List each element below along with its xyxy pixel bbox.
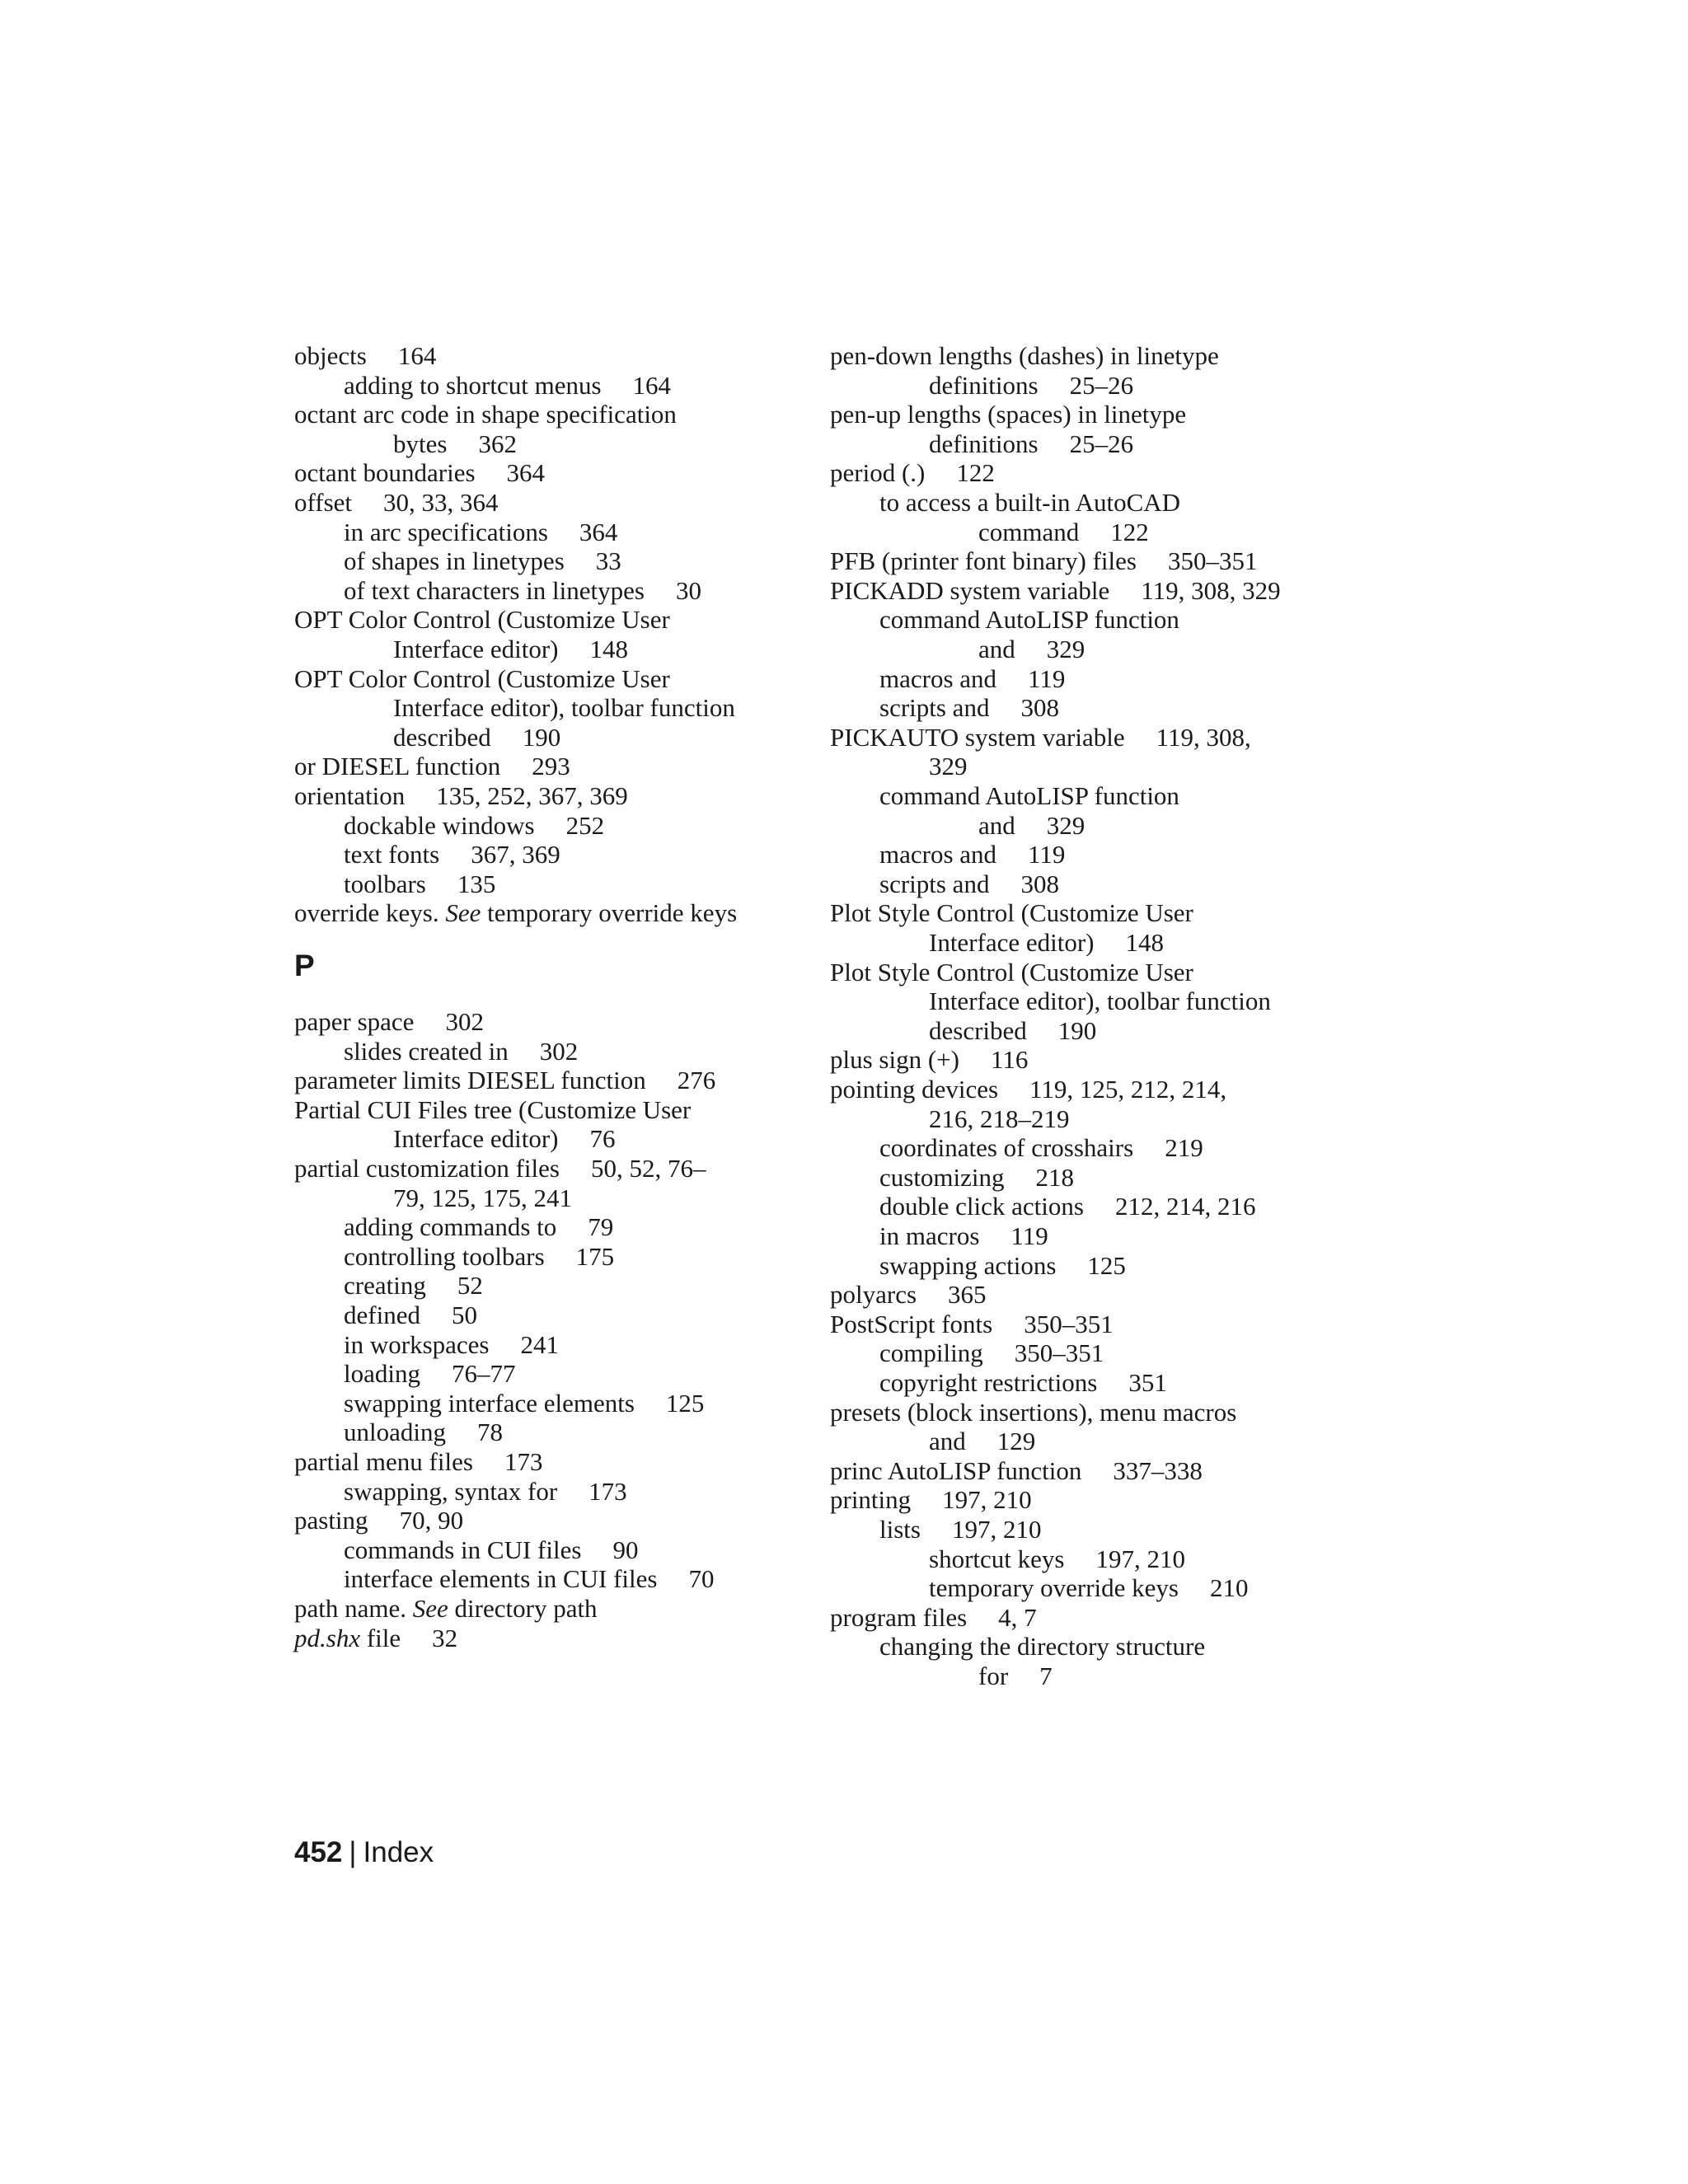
- entry-term: princ AutoLISP function: [830, 1455, 1082, 1485]
- entry-term: pen-up lengths (spaces) in linetype: [830, 400, 1187, 429]
- index-entry: [294, 664, 670, 694]
- index-entry: [294, 371, 671, 401]
- index-entry: [830, 928, 1164, 958]
- index-entry: [294, 546, 621, 576]
- entry-pages: 32: [432, 1623, 458, 1652]
- index-entry: [294, 1564, 714, 1594]
- entry-pages: 302: [445, 1007, 484, 1036]
- entry-term: orientation: [294, 781, 406, 810]
- entry-term: loading: [344, 1359, 420, 1389]
- index-entry: [830, 958, 1193, 987]
- entry-term: changing the directory structure: [879, 1632, 1206, 1661]
- entry-term: in macros: [879, 1221, 980, 1250]
- index-entry: [830, 1573, 1249, 1603]
- index-entry: [830, 1163, 1074, 1193]
- entry-pages: 364: [506, 458, 546, 488]
- index-entry: [830, 1133, 1203, 1163]
- entry-pages: 219: [1165, 1133, 1203, 1163]
- entry-term: commands in CUI files: [344, 1535, 582, 1564]
- entry-term: Interface editor): [393, 635, 559, 663]
- entry-pages: 302: [539, 1036, 579, 1066]
- index-entry: [830, 840, 1065, 869]
- entry-term: pen-down lengths (dashes) in linetype: [830, 341, 1219, 370]
- entry-pages: 119, 125, 212, 214,: [1029, 1075, 1227, 1104]
- entry-term: macros and: [879, 663, 997, 693]
- index-entry: [294, 1301, 477, 1330]
- index-entry: [294, 1389, 704, 1418]
- index-entry: [830, 341, 1219, 371]
- entry-term: 79, 125, 175, 241: [393, 1183, 572, 1212]
- entry-pages: 329: [1046, 810, 1085, 840]
- index-entry: [830, 1221, 1048, 1251]
- entry-pages: 119: [1010, 1221, 1048, 1250]
- entry-pages: 7: [1039, 1661, 1053, 1690]
- entry-pages: 164: [632, 370, 672, 400]
- entry-pages: 148: [1125, 928, 1165, 957]
- entry-term: Plot Style Control (Customize User: [830, 957, 1193, 987]
- index-entry: [830, 811, 1085, 841]
- entry-pages: 129: [996, 1427, 1036, 1456]
- entry-pages: 308: [1020, 693, 1059, 723]
- entry-term: Plot Style Control (Customize User: [830, 898, 1193, 928]
- index-entry: [294, 635, 628, 664]
- entry-term: dockable windows: [344, 810, 535, 840]
- entry-term: Interface editor), toolbar function: [929, 987, 1271, 1016]
- index-entry: [294, 576, 701, 606]
- entry-pages: 30: [675, 575, 701, 605]
- entry-pages: 190: [522, 722, 561, 752]
- index-entry: [294, 781, 628, 811]
- index-entry: [294, 1535, 638, 1565]
- entry-term: override keys.: [294, 898, 439, 928]
- entry-pages: 76: [589, 1124, 616, 1154]
- see-reference-label: See: [445, 898, 481, 928]
- entry-term: program files: [830, 1602, 968, 1632]
- entry-pages: 125: [665, 1388, 705, 1418]
- entry-term: swapping, syntax for: [344, 1476, 558, 1506]
- entry-term: plus sign (+): [830, 1045, 959, 1075]
- entry-pages: 364: [579, 517, 618, 546]
- entry-pages: 329: [1046, 635, 1085, 663]
- entry-pages: 52: [457, 1271, 483, 1301]
- index-entry: [294, 1594, 598, 1624]
- entry-term: 216, 218–219: [929, 1104, 1070, 1133]
- index-entry: [830, 1632, 1205, 1661]
- entry-term: lists: [879, 1515, 921, 1544]
- entry-term: pointing devices: [830, 1075, 999, 1104]
- entry-term: described: [929, 1015, 1027, 1045]
- entry-term: and: [978, 635, 1015, 663]
- index-entry: [830, 1280, 987, 1310]
- entry-term: described: [393, 722, 491, 752]
- entry-pages: 350–351: [1014, 1338, 1104, 1368]
- index-entry: [294, 1447, 542, 1477]
- entry-term: command AutoLISP function: [879, 605, 1179, 635]
- entry-pages: 119: [1028, 840, 1066, 869]
- entry-pages: 350–351: [1024, 1309, 1114, 1338]
- index-entry: [294, 693, 735, 723]
- entry-pages: 148: [589, 635, 629, 663]
- entry-pages: 135, 252, 367, 369: [436, 781, 628, 810]
- entry-term: octant arc code in shape specification: [294, 400, 677, 429]
- index-entry: [294, 1242, 614, 1272]
- index-entry: [830, 1104, 1070, 1134]
- entry-term: temporary override keys: [929, 1573, 1179, 1603]
- section-heading: P: [294, 949, 315, 982]
- entry-pages: 276: [677, 1066, 716, 1095]
- index-entry: [830, 1310, 1114, 1339]
- entry-term: pasting: [294, 1506, 368, 1535]
- entry-pages: 241: [520, 1329, 559, 1359]
- index-entry: [294, 1271, 483, 1301]
- index-entry: [830, 1251, 1126, 1281]
- entry-term: defined: [344, 1301, 420, 1329]
- see-reference-target: temporary override keys: [487, 898, 738, 928]
- index-entry: [294, 400, 677, 429]
- entry-term: compiling: [879, 1338, 983, 1368]
- index-entry: [294, 518, 617, 547]
- entry-term: to access a built-in AutoCAD: [879, 488, 1181, 517]
- index-entry: [830, 898, 1193, 928]
- entry-term: slides created in: [344, 1036, 509, 1066]
- index-entry: [294, 1506, 463, 1535]
- entry-term: controlling toolbars: [344, 1241, 545, 1271]
- entry-pages: 50: [451, 1301, 477, 1329]
- entry-pages: 350–351: [1167, 546, 1258, 576]
- entry-term: path name.: [294, 1594, 407, 1623]
- entry-pages: 119: [1028, 663, 1066, 693]
- entry-term: macros and: [879, 840, 997, 869]
- index-entry: [830, 371, 1133, 401]
- entry-term: unloading: [344, 1418, 446, 1447]
- index-entry: [294, 488, 499, 518]
- entry-term: Interface editor): [393, 1124, 559, 1154]
- entry-term: presets (block insertions), menu macros: [830, 1397, 1237, 1427]
- index-entry: [294, 429, 517, 459]
- entry-pages: 70: [688, 1564, 715, 1594]
- page-footer: [294, 1836, 434, 1869]
- index-entry: [830, 1544, 1185, 1574]
- entry-term: in arc specifications: [344, 517, 548, 546]
- entry-term: objects: [294, 341, 367, 370]
- entry-term: Interface editor), toolbar function: [393, 693, 735, 723]
- entry-pages: 362: [478, 429, 517, 458]
- entry-term: and: [978, 810, 1015, 840]
- entry-term: scripts and: [879, 869, 990, 898]
- index-entry: [830, 400, 1186, 429]
- entry-term: octant boundaries: [294, 458, 476, 488]
- entry-pages: 116: [990, 1045, 1029, 1075]
- entry-term: PFB (printer font binary) files: [830, 546, 1137, 576]
- entry-term: customizing: [879, 1162, 1005, 1192]
- index-entry: [830, 869, 1059, 899]
- entry-pages: 197, 210: [951, 1515, 1042, 1544]
- index-entry: [830, 723, 1251, 752]
- entry-pages: 90: [612, 1535, 639, 1564]
- entry-pages: 210: [1210, 1573, 1249, 1603]
- entry-term: adding commands to: [344, 1212, 557, 1242]
- index-entry: [830, 752, 968, 781]
- index-entry: [294, 1007, 484, 1037]
- entry-term: partial customization files: [294, 1154, 560, 1183]
- index-entry: [294, 605, 670, 635]
- entry-term: definitions: [929, 429, 1039, 458]
- entry-pages: 351: [1128, 1368, 1167, 1397]
- see-reference-label: See: [412, 1594, 448, 1623]
- index-entry: [294, 1330, 559, 1360]
- entry-term: command: [978, 517, 1080, 546]
- entry-pages: 33: [595, 546, 621, 576]
- section-name: Index: [363, 1836, 434, 1868]
- index-entry: [830, 1368, 1167, 1398]
- entry-term: offset: [294, 488, 353, 517]
- entry-pages: 30, 33, 364: [383, 488, 499, 517]
- index-entry: [830, 1075, 1226, 1104]
- index-entry: [830, 1016, 1096, 1046]
- entry-term: for: [978, 1661, 1009, 1690]
- entry-term: creating: [344, 1271, 426, 1301]
- entry-term: of text characters in linetypes: [344, 575, 645, 605]
- index-entry: [294, 1095, 691, 1125]
- entry-term: shortcut keys: [929, 1544, 1065, 1573]
- index-entry: [294, 898, 737, 928]
- entry-term: OPT Color Control (Customize User: [294, 663, 670, 693]
- entry-term: PostScript fonts: [830, 1309, 993, 1338]
- index-entry: [830, 987, 1271, 1016]
- entry-pages: 50, 52, 76–: [590, 1154, 706, 1183]
- entry-pages: 197, 210: [1095, 1544, 1185, 1573]
- entry-term: text fonts: [344, 840, 440, 869]
- entry-pages: 70, 90: [399, 1506, 464, 1535]
- entry-filename: pd.shx: [294, 1623, 361, 1652]
- entry-term: file: [366, 1623, 401, 1652]
- entry-term: PICKADD system variable: [830, 575, 1110, 605]
- index-entry: [294, 1624, 457, 1653]
- entry-term: and: [929, 1427, 966, 1456]
- entry-term: or DIESEL function: [294, 752, 501, 781]
- index-entry: [830, 488, 1180, 518]
- entry-term: swapping actions: [879, 1250, 1057, 1280]
- entry-term: Interface editor): [929, 928, 1095, 957]
- index-entry: [294, 869, 495, 899]
- entry-pages: 367, 369: [471, 840, 560, 869]
- index-entry: [830, 518, 1149, 547]
- entry-pages: 25–26: [1069, 370, 1134, 400]
- index-entry: [294, 1418, 503, 1447]
- index-entry: [294, 752, 570, 781]
- entry-pages: 308: [1020, 869, 1059, 898]
- entry-term: copyright restrictions: [879, 1368, 1098, 1397]
- entry-pages: 119, 308,: [1156, 722, 1251, 752]
- entry-pages: 135: [457, 869, 496, 898]
- entry-pages: 122: [1110, 517, 1149, 546]
- index-entry: [830, 1515, 1041, 1544]
- entry-term: double click actions: [879, 1192, 1084, 1221]
- index-entry: [294, 1066, 715, 1095]
- entry-term: of shapes in linetypes: [344, 546, 565, 576]
- entry-term: parameter limits DIESEL function: [294, 1066, 646, 1095]
- index-entry: [294, 1212, 613, 1242]
- entry-term: OPT Color Control (Customize User: [294, 605, 670, 635]
- index-entry: [830, 664, 1065, 694]
- entry-pages: 190: [1057, 1015, 1097, 1045]
- entry-pages: 197, 210: [942, 1485, 1032, 1515]
- entry-pages: 252: [565, 810, 605, 840]
- entry-pages: 79: [588, 1212, 614, 1242]
- entry-pages: 119, 308, 329: [1141, 575, 1281, 605]
- entry-pages: 365: [948, 1280, 987, 1310]
- index-entry: [830, 693, 1059, 723]
- entry-term: toolbars: [344, 869, 426, 898]
- index-entry: [294, 840, 560, 869]
- footer-separator: |: [349, 1836, 357, 1868]
- index-entry: [294, 1477, 627, 1507]
- entry-term: polyarcs: [830, 1280, 917, 1310]
- index-entry: [830, 576, 1281, 606]
- entry-pages: 212, 214, 216: [1114, 1192, 1256, 1221]
- entry-term: PICKAUTO system variable: [830, 722, 1125, 752]
- index-entry: [830, 1603, 1037, 1633]
- index-entry: [830, 1045, 1028, 1075]
- entry-term: partial menu files: [294, 1447, 473, 1476]
- entry-pages: 125: [1087, 1250, 1126, 1280]
- index-entry: [294, 1154, 706, 1183]
- index-entry: [830, 1485, 1032, 1515]
- entry-term: bytes: [393, 429, 448, 458]
- entry-term: 329: [929, 752, 968, 781]
- index-entry: [294, 341, 436, 371]
- entry-pages: 164: [397, 341, 437, 370]
- index-entry: [294, 1124, 616, 1154]
- entry-term: printing: [830, 1485, 912, 1515]
- index-entry: [294, 1183, 572, 1213]
- entry-term: interface elements in CUI files: [344, 1564, 658, 1594]
- entry-term: adding to shortcut menus: [344, 370, 602, 400]
- index-entry: [830, 1427, 1035, 1456]
- index-entry: [294, 723, 560, 752]
- index-entry: [830, 635, 1085, 664]
- index-entry: [830, 1192, 1255, 1221]
- entry-term: scripts and: [879, 693, 990, 723]
- entry-term: Partial CUI Files tree (Customize User: [294, 1094, 692, 1124]
- index-entry: [830, 1338, 1104, 1368]
- entry-term: paper space: [294, 1007, 415, 1036]
- entry-pages: 175: [575, 1241, 615, 1271]
- index-entry: [294, 1359, 516, 1389]
- entry-pages: 76–77: [452, 1359, 516, 1389]
- index-entry: [830, 458, 995, 488]
- entry-pages: 78: [477, 1418, 503, 1447]
- index-entry: [830, 546, 1257, 576]
- entry-pages: 4, 7: [998, 1602, 1037, 1632]
- entry-term: swapping interface elements: [344, 1388, 635, 1418]
- entry-term: definitions: [929, 370, 1039, 400]
- index-entry: [830, 1456, 1203, 1486]
- index-entry: [830, 429, 1133, 459]
- index-entry: [294, 1037, 578, 1066]
- entry-pages: 122: [956, 458, 995, 488]
- entry-term: coordinates of crosshairs: [879, 1133, 1134, 1163]
- index-entry: [830, 1661, 1053, 1691]
- index-entry: [294, 458, 545, 488]
- see-reference-target: directory path: [454, 1594, 598, 1623]
- entry-term: period (.): [830, 458, 926, 488]
- entry-term: command AutoLISP function: [879, 781, 1179, 810]
- index-entry: [830, 605, 1179, 635]
- index-entry: [830, 781, 1179, 811]
- index-entry: [830, 1398, 1236, 1427]
- page-number: 452: [294, 1836, 343, 1868]
- entry-pages: 25–26: [1069, 429, 1134, 458]
- entry-pages: 173: [588, 1476, 627, 1506]
- entry-pages: 293: [532, 752, 570, 781]
- entry-pages: 173: [504, 1447, 543, 1476]
- entry-pages: 337–338: [1113, 1455, 1203, 1485]
- entry-pages: 218: [1035, 1162, 1075, 1192]
- index-entry: [294, 811, 604, 841]
- entry-term: in workspaces: [344, 1329, 490, 1359]
